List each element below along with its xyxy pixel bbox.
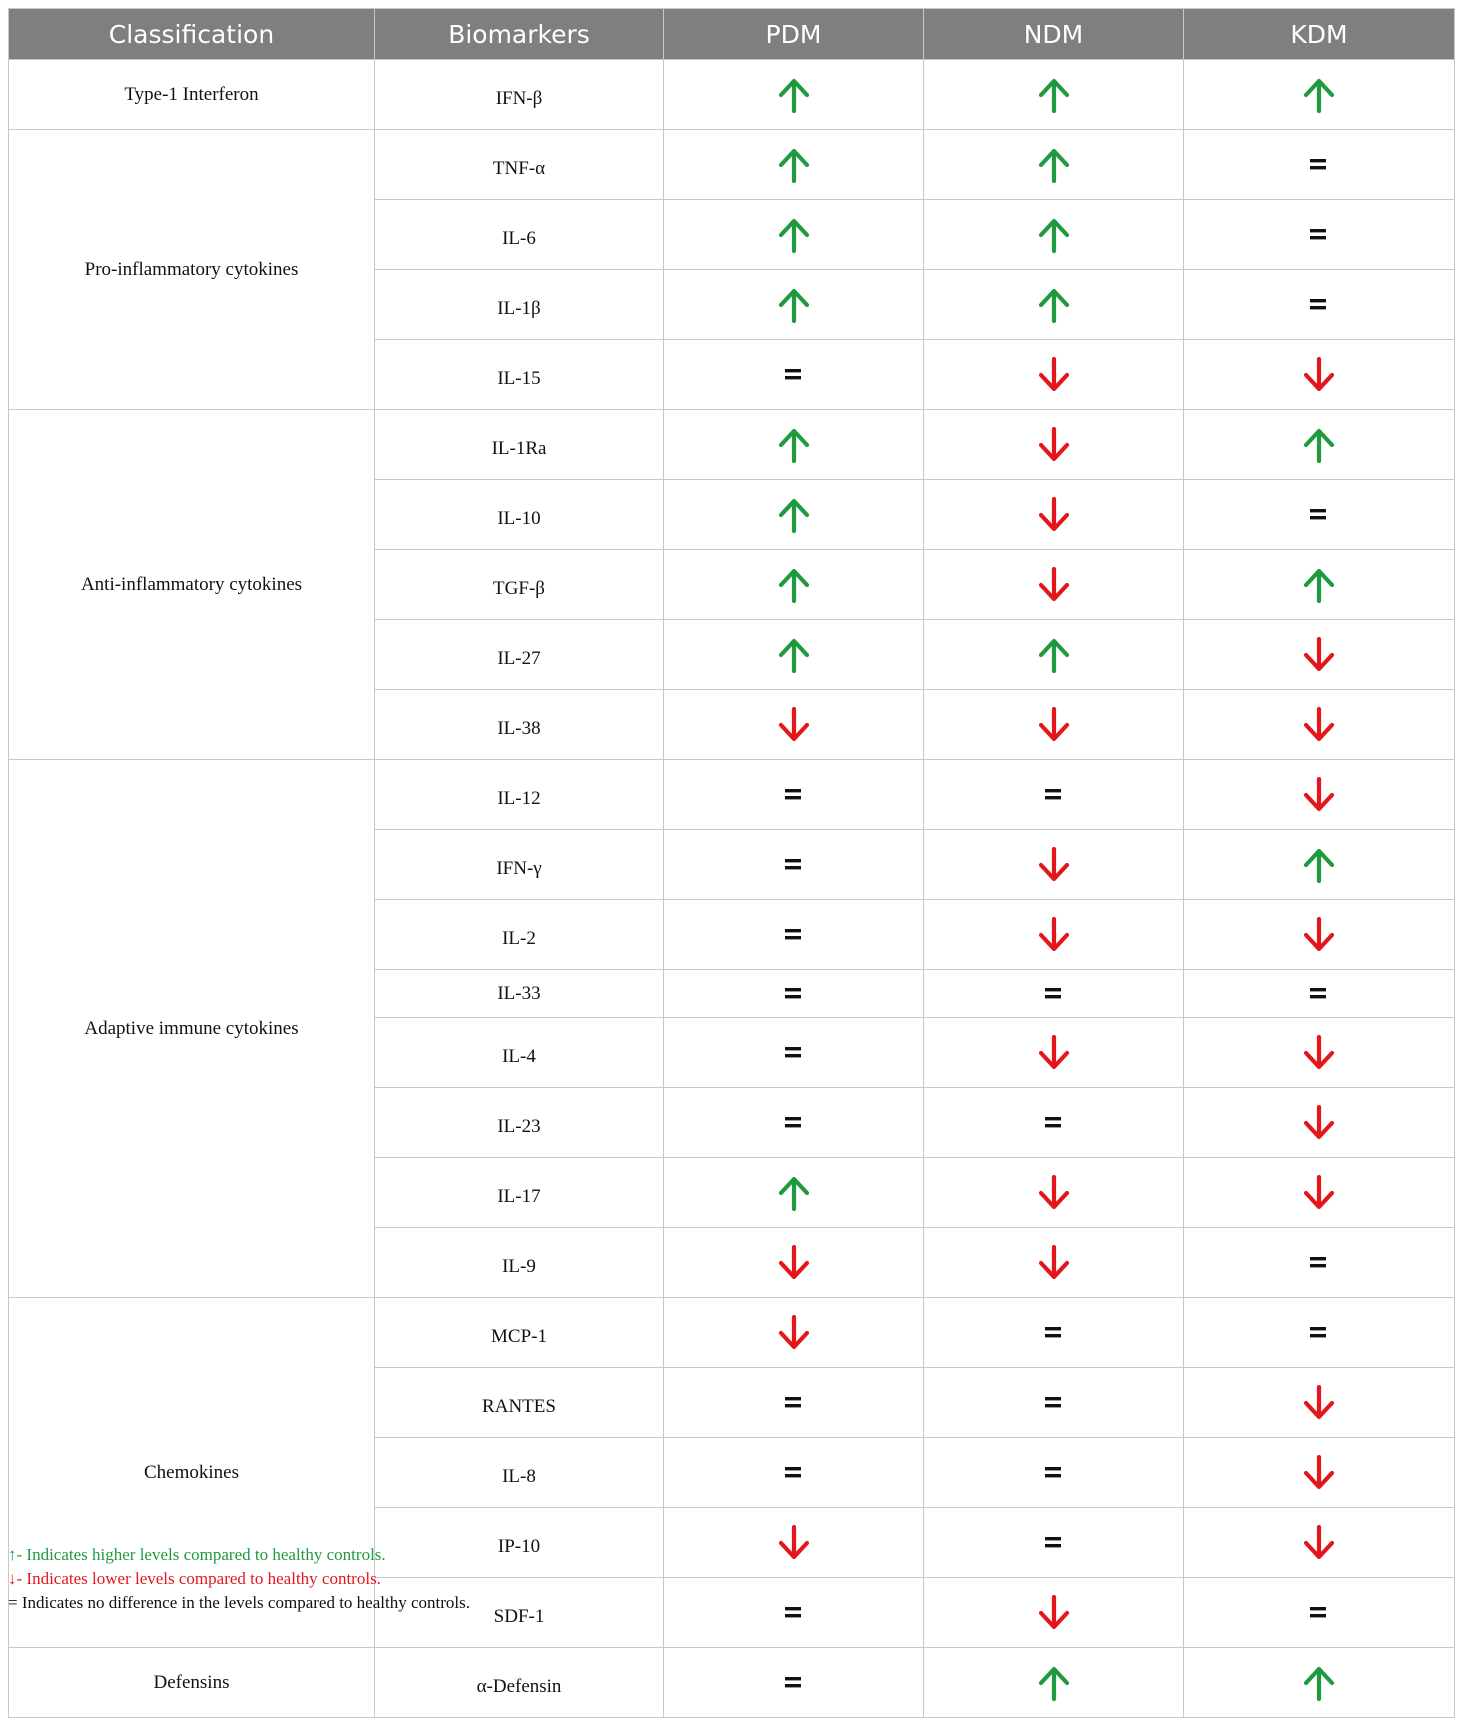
biomarker-cell: α-Defensin [375, 1648, 664, 1718]
classification-cell: Defensins [9, 1648, 375, 1718]
biomarker-cell: IL-4 [375, 1018, 664, 1088]
classification-cell: Pro-inflammatory cytokines [9, 130, 375, 410]
pdm-indicator-cell [664, 1508, 924, 1578]
kdm-indicator-cell [1184, 270, 1455, 340]
table-row [9, 1298, 1455, 1368]
ndm-indicator-cell [924, 1648, 1184, 1718]
ndm-indicator-cell [924, 1158, 1184, 1228]
biomarker-cell: IL-33 [375, 970, 664, 1018]
biomarker-cell: RANTES [375, 1368, 664, 1438]
kdm-indicator-cell [1184, 1298, 1455, 1368]
biomarker-cell: IL-15 [375, 340, 664, 410]
equal-sign-icon [664, 857, 923, 873]
biomarker-cell: IL-2 [375, 900, 664, 970]
biomarker-cell: IL-27 [375, 620, 664, 690]
up-arrow-icon [1184, 1665, 1454, 1701]
kdm-indicator-cell [1184, 690, 1455, 760]
down-arrow-icon [1184, 637, 1454, 673]
biomarker-cell: IP-10 [375, 1508, 664, 1578]
down-arrow-icon [1184, 1525, 1454, 1561]
biomarker-cell: IL-23 [375, 1088, 664, 1158]
up-arrow-icon [664, 427, 923, 463]
equal-sign-icon [924, 1465, 1183, 1481]
header-classification: Classification [9, 9, 375, 60]
down-arrow-icon [664, 1315, 923, 1351]
pdm-indicator-cell [664, 1368, 924, 1438]
ndm-indicator-cell [924, 1438, 1184, 1508]
kdm-indicator-cell [1184, 1018, 1455, 1088]
equal-sign-icon [1184, 1255, 1454, 1271]
table-row [9, 60, 1455, 130]
table-row [9, 130, 1455, 200]
pdm-indicator-cell [664, 410, 924, 480]
up-arrow-icon [1184, 77, 1454, 113]
down-arrow-icon [924, 497, 1183, 533]
equal-sign-icon [664, 927, 923, 943]
down-arrow-icon [924, 357, 1183, 393]
pdm-indicator-cell [664, 1298, 924, 1368]
footnotes [8, 1543, 470, 1615]
biomarker-cell: IFN-γ [375, 830, 664, 900]
ndm-indicator-cell [924, 1368, 1184, 1438]
equal-sign-icon [1184, 1325, 1454, 1341]
up-arrow-icon [924, 1665, 1183, 1701]
biomarker-cell: IL-10 [375, 480, 664, 550]
footnote-higher: ↑- Indicates higher levels compared to healthy controls. [8, 1545, 386, 1564]
equal-sign-icon [664, 1115, 923, 1131]
table-row [9, 760, 1455, 830]
biomarker-cell: IL-6 [375, 200, 664, 270]
ndm-indicator-cell [924, 1018, 1184, 1088]
ndm-indicator-cell [924, 970, 1184, 1018]
down-arrow-icon [924, 1245, 1183, 1281]
down-arrow-icon [924, 1175, 1183, 1211]
kdm-indicator-cell [1184, 1508, 1455, 1578]
ndm-indicator-cell [924, 550, 1184, 620]
biomarker-cell: SDF-1 [375, 1578, 664, 1648]
equal-sign-icon [1184, 1605, 1454, 1621]
header-ndm: NDM [924, 9, 1184, 60]
pdm-indicator-cell [664, 1228, 924, 1298]
down-arrow-icon [924, 847, 1183, 883]
biomarker-table [8, 8, 1455, 1718]
kdm-indicator-cell [1184, 1368, 1455, 1438]
down-arrow-icon [1184, 1175, 1454, 1211]
equal-sign-icon [1184, 227, 1454, 243]
equal-sign-icon [664, 367, 923, 383]
pdm-indicator-cell [664, 270, 924, 340]
down-arrow-icon [1184, 357, 1454, 393]
kdm-indicator-cell [1184, 1088, 1455, 1158]
pdm-indicator-cell [664, 1648, 924, 1718]
equal-sign-icon [1184, 507, 1454, 523]
up-arrow-icon [924, 217, 1183, 253]
down-arrow-icon [664, 1525, 923, 1561]
pdm-indicator-cell [664, 900, 924, 970]
pdm-indicator-cell [664, 550, 924, 620]
kdm-indicator-cell [1184, 130, 1455, 200]
pdm-indicator-cell [664, 340, 924, 410]
down-arrow-icon [1184, 1385, 1454, 1421]
up-arrow-icon [664, 217, 923, 253]
table-header-row [9, 9, 1455, 60]
equal-sign-icon [664, 1605, 923, 1621]
pdm-indicator-cell [664, 620, 924, 690]
ndm-indicator-cell [924, 130, 1184, 200]
pdm-indicator-cell [664, 1158, 924, 1228]
equal-sign-icon [1184, 986, 1454, 1002]
pdm-indicator-cell [664, 1088, 924, 1158]
table-row [9, 410, 1455, 480]
kdm-indicator-cell [1184, 1648, 1455, 1718]
equal-sign-icon [1184, 297, 1454, 313]
equal-sign-icon [664, 1395, 923, 1411]
down-arrow-icon [924, 917, 1183, 953]
table-body [9, 60, 1455, 1718]
up-arrow-icon [664, 637, 923, 673]
ndm-indicator-cell [924, 1578, 1184, 1648]
ndm-indicator-cell [924, 690, 1184, 760]
classification-cell: Anti-inflammatory cytokines [9, 410, 375, 760]
pdm-indicator-cell [664, 1018, 924, 1088]
biomarker-cell: IFN-β [375, 60, 664, 130]
down-arrow-icon [924, 1035, 1183, 1071]
up-arrow-icon [664, 147, 923, 183]
pdm-indicator-cell [664, 1578, 924, 1648]
kdm-indicator-cell [1184, 60, 1455, 130]
equal-sign-icon [924, 1325, 1183, 1341]
kdm-indicator-cell [1184, 200, 1455, 270]
ndm-indicator-cell [924, 620, 1184, 690]
biomarker-cell: IL-1β [375, 270, 664, 340]
equal-sign-icon [1184, 157, 1454, 173]
down-arrow-icon [1184, 1455, 1454, 1491]
biomarker-cell: IL-9 [375, 1228, 664, 1298]
pdm-indicator-cell [664, 690, 924, 760]
up-arrow-icon [664, 1175, 923, 1211]
up-arrow-icon [664, 497, 923, 533]
equal-sign-icon [664, 1465, 923, 1481]
up-arrow-icon [1184, 847, 1454, 883]
up-arrow-icon [924, 637, 1183, 673]
pdm-indicator-cell [664, 130, 924, 200]
ndm-indicator-cell [924, 830, 1184, 900]
ndm-indicator-cell [924, 900, 1184, 970]
kdm-indicator-cell [1184, 480, 1455, 550]
equal-sign-icon [924, 1115, 1183, 1131]
kdm-indicator-cell [1184, 1158, 1455, 1228]
down-arrow-icon [1184, 1105, 1454, 1141]
down-arrow-icon [1184, 1035, 1454, 1071]
pdm-indicator-cell [664, 1438, 924, 1508]
kdm-indicator-cell [1184, 550, 1455, 620]
biomarker-cell: TGF-β [375, 550, 664, 620]
equal-sign-icon [664, 986, 923, 1002]
kdm-indicator-cell [1184, 340, 1455, 410]
pdm-indicator-cell [664, 480, 924, 550]
kdm-indicator-cell [1184, 620, 1455, 690]
ndm-indicator-cell [924, 270, 1184, 340]
ndm-indicator-cell [924, 200, 1184, 270]
down-arrow-icon [924, 707, 1183, 743]
up-arrow-icon [924, 287, 1183, 323]
ndm-indicator-cell [924, 60, 1184, 130]
biomarker-cell: IL-12 [375, 760, 664, 830]
header-pdm: PDM [664, 9, 924, 60]
ndm-indicator-cell [924, 340, 1184, 410]
pdm-indicator-cell [664, 200, 924, 270]
equal-sign-icon [664, 1675, 923, 1691]
ndm-indicator-cell [924, 760, 1184, 830]
down-arrow-icon [924, 567, 1183, 603]
equal-sign-icon [924, 1395, 1183, 1411]
down-arrow-icon [1184, 917, 1454, 953]
up-arrow-icon [1184, 427, 1454, 463]
kdm-indicator-cell [1184, 970, 1455, 1018]
down-arrow-icon [1184, 707, 1454, 743]
down-arrow-icon [924, 1595, 1183, 1631]
biomarker-cell: IL-8 [375, 1438, 664, 1508]
biomarker-table-container [8, 8, 1454, 1718]
ndm-indicator-cell [924, 1088, 1184, 1158]
up-arrow-icon [664, 567, 923, 603]
down-arrow-icon [924, 427, 1183, 463]
biomarker-cell: IL-17 [375, 1158, 664, 1228]
ndm-indicator-cell [924, 410, 1184, 480]
kdm-indicator-cell [1184, 830, 1455, 900]
footnote-lower: ↓- Indicates lower levels compared to healthy controls. [8, 1569, 381, 1588]
biomarker-cell: TNF-α [375, 130, 664, 200]
pdm-indicator-cell [664, 830, 924, 900]
header-biomarkers: Biomarkers [375, 9, 664, 60]
down-arrow-icon [664, 707, 923, 743]
equal-sign-icon [924, 787, 1183, 803]
table-row [9, 1648, 1455, 1718]
kdm-indicator-cell [1184, 760, 1455, 830]
header-kdm: KDM [1184, 9, 1455, 60]
pdm-indicator-cell [664, 760, 924, 830]
up-arrow-icon [1184, 567, 1454, 603]
kdm-indicator-cell [1184, 1438, 1455, 1508]
equal-sign-icon [664, 1045, 923, 1061]
classification-cell: Chemokines [9, 1298, 375, 1648]
kdm-indicator-cell [1184, 1578, 1455, 1648]
pdm-indicator-cell [664, 970, 924, 1018]
biomarker-cell: MCP-1 [375, 1298, 664, 1368]
down-arrow-icon [1184, 777, 1454, 813]
footnote-no-difference: = Indicates no difference in the levels compared to healthy controls. [8, 1593, 470, 1612]
classification-cell: Type-1 Interferon [9, 60, 375, 130]
up-arrow-icon [924, 147, 1183, 183]
kdm-indicator-cell [1184, 1228, 1455, 1298]
equal-sign-icon [664, 787, 923, 803]
classification-cell: Adaptive immune cytokines [9, 760, 375, 1298]
up-arrow-icon [924, 77, 1183, 113]
up-arrow-icon [664, 287, 923, 323]
equal-sign-icon [924, 986, 1183, 1002]
kdm-indicator-cell [1184, 900, 1455, 970]
ndm-indicator-cell [924, 1508, 1184, 1578]
biomarker-cell: IL-1Ra [375, 410, 664, 480]
equal-sign-icon [924, 1535, 1183, 1551]
pdm-indicator-cell [664, 60, 924, 130]
ndm-indicator-cell [924, 1298, 1184, 1368]
ndm-indicator-cell [924, 480, 1184, 550]
up-arrow-icon [664, 77, 923, 113]
kdm-indicator-cell [1184, 410, 1455, 480]
ndm-indicator-cell [924, 1228, 1184, 1298]
down-arrow-icon [664, 1245, 923, 1281]
biomarker-cell: IL-38 [375, 690, 664, 760]
